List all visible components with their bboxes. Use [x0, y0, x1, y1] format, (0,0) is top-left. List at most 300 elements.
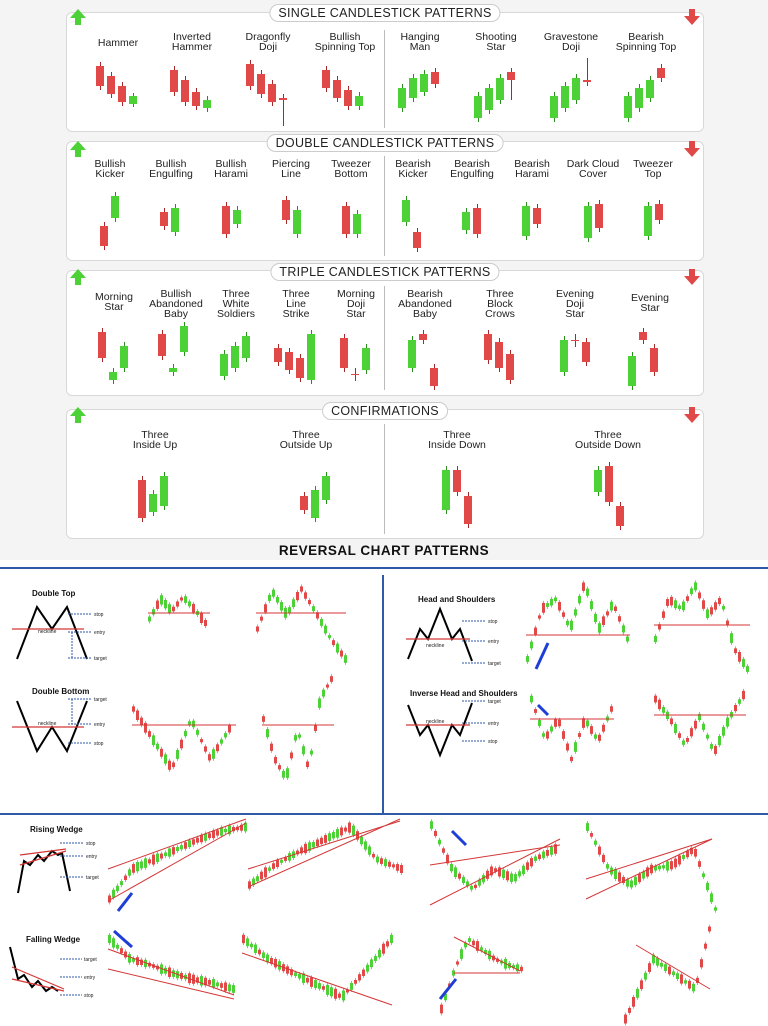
- bearish-candle: [474, 885, 477, 888]
- bearish-candle: [184, 842, 187, 849]
- bullish-candle: [738, 699, 741, 703]
- bullish-candle: [268, 868, 271, 871]
- stop-label: stop: [488, 739, 498, 745]
- bullish-candle: [462, 212, 470, 230]
- bullish-candle: [288, 607, 291, 613]
- bearish-candle: [702, 600, 705, 609]
- bullish-candle: [318, 698, 321, 708]
- bearish-candle: [208, 833, 211, 838]
- rising-wedge-title: Rising Wedge: [30, 825, 83, 834]
- bullish-candle: [664, 964, 667, 971]
- neckline-label: neckline: [38, 629, 57, 635]
- pattern-label: Shooting Star: [475, 31, 517, 53]
- bullish-candle: [496, 78, 504, 100]
- bullish-candle: [311, 490, 319, 518]
- bullish-candle: [288, 853, 291, 860]
- bullish-candle: [682, 602, 685, 611]
- bearish-candle: [200, 739, 203, 742]
- target-label: target: [488, 661, 501, 667]
- bearish-candle: [262, 716, 265, 722]
- bullish-candle: [561, 86, 569, 108]
- bullish-candle: [554, 598, 557, 602]
- bullish-candle: [250, 944, 253, 947]
- bullish-candle: [430, 821, 433, 829]
- bullish-candle: [203, 100, 211, 108]
- bullish-candle: [706, 609, 709, 618]
- wedge-line: [454, 937, 520, 971]
- bearish-candle: [264, 604, 267, 612]
- bearish-candle: [257, 74, 265, 94]
- pattern-label: Bearish Kicker: [395, 158, 431, 180]
- bearish-candle: [708, 927, 711, 932]
- bullish-candle: [706, 735, 709, 739]
- bullish-candle: [276, 597, 279, 603]
- blue-arrow-icon: [536, 643, 548, 669]
- bearish-candle: [316, 840, 319, 847]
- bullish-candle: [710, 744, 713, 749]
- bearish-candle: [340, 651, 343, 657]
- bullish-candle: [298, 974, 301, 979]
- bullish-candle: [526, 656, 529, 662]
- bearish-candle: [650, 348, 658, 372]
- bearish-candle: [714, 746, 717, 754]
- bearish-candle: [132, 706, 135, 711]
- bearish-candle: [334, 989, 337, 999]
- bullish-candle: [120, 881, 123, 885]
- bullish-candle: [312, 842, 315, 847]
- bearish-candle: [268, 84, 276, 102]
- pattern-label: Three Outside Up: [279, 429, 333, 451]
- bearish-candle: [300, 586, 303, 591]
- bearish-candle: [710, 607, 713, 614]
- bearish-candle: [382, 944, 385, 954]
- bullish-candle: [682, 855, 685, 859]
- bullish-candle: [188, 601, 191, 606]
- bullish-candle: [594, 735, 597, 739]
- bullish-candle: [164, 853, 167, 857]
- bullish-candle: [228, 984, 231, 991]
- bearish-candle: [618, 872, 621, 881]
- bearish-candle: [285, 352, 293, 370]
- bullish-candle: [534, 856, 537, 860]
- bearish-candle: [204, 620, 207, 626]
- bullish-candle: [318, 983, 321, 989]
- bearish-candle: [132, 864, 135, 873]
- bullish-candle: [538, 720, 541, 726]
- pattern-label: Bullish Engulfing: [149, 158, 193, 180]
- entry-label: entry: [94, 630, 106, 636]
- bearish-candle: [172, 847, 175, 854]
- bearish-candle: [458, 874, 461, 879]
- bullish-candle: [160, 476, 168, 506]
- bearish-candle: [344, 828, 347, 832]
- pattern-label: Bearish Harami: [514, 158, 550, 180]
- pattern-label: Three Inside Up: [132, 429, 178, 451]
- bearish-candle: [260, 617, 263, 621]
- bearish-candle: [602, 616, 605, 625]
- bullish-candle: [590, 601, 593, 609]
- bearish-candle: [734, 648, 737, 653]
- pattern-label: Three Line Strike: [282, 288, 310, 320]
- bearish-candle: [742, 691, 745, 699]
- pattern-label: Hammer: [97, 37, 139, 49]
- bullish-candle: [328, 635, 331, 638]
- bearish-candle: [666, 599, 669, 606]
- bearish-candle: [442, 848, 445, 852]
- wedge-line: [108, 949, 234, 995]
- bearish-candle: [354, 980, 357, 984]
- bullish-candle: [266, 729, 269, 737]
- bearish-candle: [208, 980, 211, 985]
- bearish-candle: [440, 1005, 443, 1014]
- bullish-candle: [188, 840, 191, 847]
- bullish-candle: [692, 984, 695, 991]
- bullish-candle: [168, 604, 171, 612]
- bearish-candle: [400, 865, 403, 873]
- bullish-candle: [610, 602, 613, 611]
- bearish-candle: [148, 731, 151, 737]
- bearish-candle: [534, 628, 537, 635]
- pattern-label: Three White Soldiers: [217, 288, 255, 320]
- bearish-candle: [362, 970, 365, 976]
- stop-label: stop: [84, 993, 94, 999]
- bullish-candle: [560, 340, 568, 372]
- bullish-arrow-icon: [68, 7, 88, 27]
- bullish-candle: [485, 88, 493, 110]
- bearish-candle: [562, 612, 565, 616]
- single-patterns-title: SINGLE CANDLESTICK PATTERNS: [269, 4, 500, 22]
- bearish-candle: [678, 856, 681, 865]
- bearish-candle: [148, 859, 151, 863]
- panel-divider: [384, 286, 385, 390]
- bullish-candle: [180, 326, 188, 352]
- pattern-label: Inverted Hammer: [171, 31, 213, 53]
- bullish-candle: [128, 869, 131, 875]
- bearish-candle: [276, 860, 279, 867]
- bearish-candle: [348, 823, 351, 833]
- entry-label: entry: [84, 975, 96, 981]
- bearish-candle: [358, 974, 361, 980]
- bearish-candle: [738, 652, 741, 662]
- target-label: target: [94, 697, 107, 703]
- bearish-candle: [322, 986, 325, 990]
- bullish-candle: [702, 724, 705, 730]
- bearish-candle: [662, 611, 665, 617]
- bearish-candle: [172, 763, 175, 768]
- bearish-candle: [290, 753, 293, 759]
- example-price-charts: [0, 569, 768, 1026]
- bullish-candle: [360, 837, 363, 844]
- bullish-candle: [148, 617, 151, 622]
- bearish-candle: [136, 957, 139, 965]
- bullish-candle: [518, 871, 521, 876]
- bullish-candle: [355, 96, 363, 106]
- bullish-candle: [364, 841, 367, 849]
- bearish-candle: [578, 733, 581, 737]
- bullish-candle: [474, 96, 482, 118]
- bearish-candle: [582, 342, 590, 362]
- bearish-candle: [310, 977, 313, 987]
- entry-label: entry: [86, 854, 98, 860]
- bearish-candle: [520, 967, 523, 971]
- bullish-arrow-icon: [68, 267, 88, 287]
- bearish-candle: [534, 709, 537, 713]
- pattern-label: Bullish Kicker: [94, 158, 126, 180]
- bearish-candle: [654, 696, 657, 703]
- bullish-candle: [624, 96, 632, 118]
- bearish-candle: [274, 959, 277, 967]
- bearish-candle: [256, 626, 259, 631]
- bearish-candle: [655, 204, 663, 220]
- bullish-candle: [635, 88, 643, 108]
- bearish-candle: [526, 862, 529, 869]
- reversal-patterns-area: [0, 567, 768, 1026]
- bullish-candle: [216, 982, 219, 986]
- bullish-candle: [129, 96, 137, 104]
- bullish-candle: [522, 866, 525, 874]
- bullish-candle: [676, 973, 679, 979]
- bullish-candle: [116, 945, 119, 949]
- bearish-candle: [160, 749, 163, 757]
- bullish-candle: [156, 854, 159, 862]
- stop-label: stop: [94, 612, 104, 618]
- bullish-candle: [462, 877, 465, 883]
- bullish-candle: [233, 210, 241, 224]
- entry-label: entry: [94, 722, 106, 728]
- bullish-candle: [332, 832, 335, 838]
- bearish-candle: [324, 835, 327, 843]
- bullish-candle: [626, 879, 629, 886]
- bullish-candle: [350, 983, 353, 990]
- bearish-candle: [686, 596, 689, 601]
- bullish-candle: [622, 625, 625, 632]
- bearish-candle: [156, 601, 159, 609]
- wedge-line: [636, 945, 710, 989]
- pattern-label: Piercing Line: [272, 158, 310, 180]
- bullish-candle: [542, 733, 545, 737]
- bearish-candle: [614, 607, 617, 611]
- bullish-candle: [586, 720, 589, 726]
- bearish-candle: [554, 719, 557, 727]
- bearish-candle: [224, 982, 227, 990]
- blue-arrow-icon: [114, 931, 132, 947]
- stop-label: stop: [86, 841, 96, 847]
- bearish-candle: [306, 762, 309, 768]
- bearish-candle: [434, 831, 437, 836]
- bullish-candle: [566, 621, 569, 625]
- bullish-candle: [116, 886, 119, 891]
- bullish-candle: [530, 642, 533, 649]
- bearish-candle: [258, 950, 261, 954]
- bullish-candle: [682, 740, 685, 744]
- bearish-candle: [144, 723, 147, 733]
- bearish-candle: [571, 340, 579, 341]
- target-label: target: [488, 699, 501, 705]
- bearish-candle: [192, 92, 200, 106]
- bullish-candle: [684, 980, 687, 983]
- bearish-candle: [595, 204, 603, 228]
- bullish-candle: [171, 208, 179, 232]
- bullish-candle: [662, 865, 665, 868]
- wedge-line: [586, 839, 712, 899]
- bullish-candle: [322, 690, 325, 697]
- bearish-candle: [340, 827, 343, 835]
- bearish-candle: [495, 342, 503, 368]
- bearish-candle: [590, 726, 593, 734]
- bearish-candle: [464, 496, 472, 524]
- bearish-candle: [192, 839, 195, 844]
- bullish-candle: [450, 864, 453, 871]
- bullish-candle: [180, 845, 183, 849]
- bullish-candle: [268, 595, 271, 601]
- bearish-candle: [562, 731, 565, 739]
- bearish-candle: [640, 980, 643, 989]
- bearish-candle: [602, 855, 605, 862]
- bullish-candle: [292, 599, 295, 607]
- bullish-candle: [574, 609, 577, 615]
- stop-label: stop: [94, 741, 104, 747]
- panel-divider: [384, 30, 385, 128]
- bearish-candle: [296, 358, 304, 378]
- bullish-candle: [232, 985, 235, 993]
- bullish-candle: [322, 476, 330, 500]
- bullish-candle: [152, 735, 155, 745]
- bearish-candle: [342, 206, 350, 234]
- bearish-candle: [419, 334, 427, 340]
- bearish-candle: [220, 983, 223, 988]
- bullish-candle: [598, 623, 601, 633]
- bullish-candle: [286, 768, 289, 778]
- bullish-candle: [378, 950, 381, 958]
- bearish-candle: [700, 959, 703, 967]
- bullish-candle: [293, 210, 301, 234]
- bullish-candle: [231, 346, 239, 368]
- pattern-label: Three Outside Down: [575, 429, 641, 451]
- pattern-label: Morning Doji Star: [337, 288, 375, 320]
- bearish-candle: [100, 226, 108, 246]
- bullish-candle: [674, 724, 677, 733]
- bearish-candle: [506, 354, 514, 380]
- bullish-candle: [282, 771, 285, 778]
- bullish-candle: [220, 739, 223, 743]
- bullish-candle: [594, 470, 602, 492]
- bearish-candle: [180, 740, 183, 749]
- bullish-candle: [678, 605, 681, 609]
- bullish-candle: [502, 870, 505, 878]
- bullish-candle: [336, 644, 339, 653]
- bearish-candle: [330, 676, 333, 682]
- bearish-candle: [351, 374, 359, 375]
- pattern-label: Dragonfly Doji: [245, 31, 291, 53]
- bearish-candle: [546, 731, 549, 738]
- bullish-candle: [272, 590, 275, 597]
- bullish-candle: [408, 340, 416, 368]
- bearish-candle: [180, 597, 183, 600]
- bullish-candle: [674, 600, 677, 608]
- bullish-candle: [112, 938, 115, 947]
- bullish-candle: [722, 727, 725, 736]
- bearish-candle: [204, 746, 207, 751]
- panel-divider: [384, 424, 385, 534]
- bearish-candle: [372, 854, 375, 857]
- bearish-candle: [590, 833, 593, 837]
- bullish-candle: [666, 861, 669, 870]
- bearish-candle: [616, 506, 624, 526]
- inverse-hs-title: Inverse Head and Shoulders: [410, 689, 518, 698]
- blue-arrow-icon: [118, 893, 132, 911]
- bullish-candle: [212, 979, 215, 987]
- pattern-label: Bullish Spinning Top: [314, 31, 376, 53]
- bearish-candle: [533, 208, 541, 224]
- bullish-candle: [402, 200, 410, 222]
- bullish-candle: [280, 860, 283, 863]
- bearish-candle: [558, 602, 561, 610]
- bullish-candle: [374, 956, 377, 961]
- bullish-candle: [722, 606, 725, 610]
- bearish-candle: [453, 470, 461, 492]
- bearish-candle: [300, 496, 308, 510]
- bullish-candle: [546, 603, 549, 607]
- bearish-arrow-icon: [682, 139, 702, 159]
- bearish-candle: [192, 604, 195, 613]
- bullish-candle: [224, 733, 227, 737]
- bullish-candle: [307, 334, 315, 380]
- head-shoulders-title: Head and Shoulders: [418, 595, 496, 604]
- bearish-candle: [657, 68, 665, 78]
- bullish-candle: [614, 869, 617, 879]
- pattern-label: Bearish Spinning Top: [615, 31, 677, 53]
- bearish-candle: [272, 863, 275, 869]
- bullish-candle: [438, 840, 441, 845]
- bullish-candle: [376, 857, 379, 863]
- bullish-candle: [149, 494, 157, 512]
- bullish-candle: [398, 88, 406, 108]
- bullish-candle: [342, 991, 345, 1001]
- wedge-line: [430, 839, 560, 905]
- bullish-candle: [310, 751, 313, 755]
- bullish-candle: [156, 744, 159, 750]
- bullish-candle: [254, 944, 257, 952]
- bullish-candle: [294, 973, 297, 977]
- bullish-candle: [468, 938, 471, 942]
- bearish-candle: [648, 963, 651, 972]
- bearish-candle: [96, 66, 104, 86]
- bullish-candle: [658, 866, 661, 870]
- bearish-candle: [270, 744, 273, 751]
- bearish-candle: [386, 941, 389, 946]
- bearish-candle: [506, 871, 509, 880]
- bullish-candle: [224, 829, 227, 832]
- double-top-title: Double Top: [32, 589, 76, 598]
- bearish-candle: [136, 710, 139, 720]
- reversal-heading: REVERSAL CHART PATTERNS: [278, 543, 490, 558]
- bullish-candle: [368, 846, 371, 854]
- bullish-candle: [634, 877, 637, 885]
- bullish-candle: [714, 907, 717, 910]
- entry-label: entry: [488, 639, 500, 645]
- bearish-candle: [694, 721, 697, 729]
- bullish-candle: [353, 214, 361, 234]
- wedge-line: [248, 819, 400, 887]
- bearish-candle: [670, 718, 673, 724]
- pattern-label: Bullish Abandoned Baby: [149, 288, 203, 320]
- bearish-candle: [632, 997, 635, 1007]
- bearish-candle: [680, 974, 683, 983]
- bullish-candle: [144, 858, 147, 867]
- bullish-candle: [586, 589, 589, 596]
- bullish-candle: [176, 750, 179, 759]
- bullish-candle: [470, 886, 473, 890]
